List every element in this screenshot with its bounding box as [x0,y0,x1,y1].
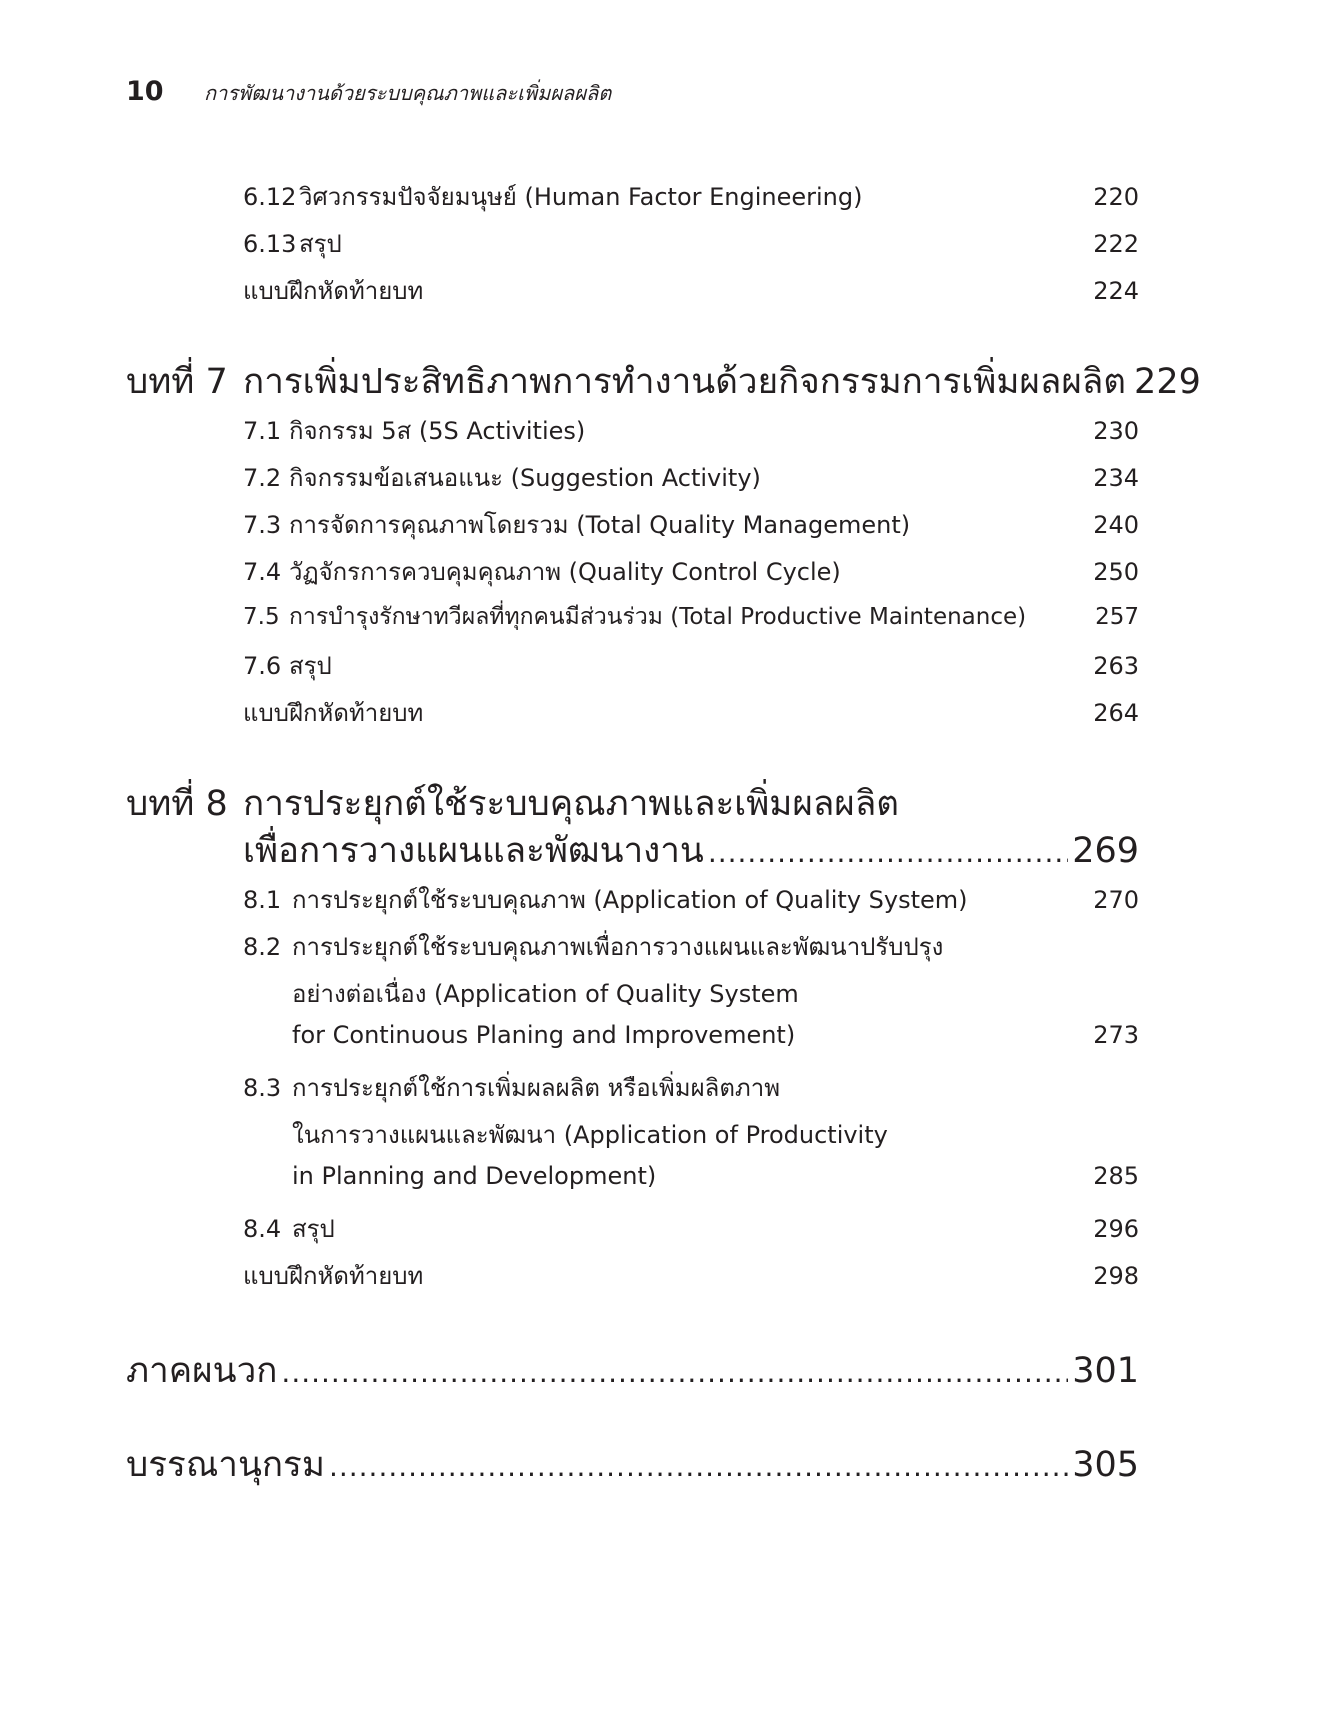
entry-title: แบบฝึกหัดท้ายบท [243,277,424,305]
entry-title-line1: การประยุกต์ใช้ระบบคุณภาพเพื่อการวางแผนและพัฒนาปรับปรุง [292,933,944,961]
toc-appendix[interactable] [126,1343,1139,1398]
entry-page: 270 [1093,886,1139,914]
chapter-title: การเพิ่มประสิทธิภาพการทำงานด้วยกิจกรรมการเพิ่มผลผลิต [243,362,1127,402]
toc-entry-exercises[interactable] [243,1256,1139,1295]
entry-number: 8.2 [243,933,282,961]
entry-title: การจัดการคุณภาพโดยรวม (Total Quality Management) [289,511,911,539]
chapter-heading-7[interactable] [126,354,1201,409]
toc-entry[interactable] [243,1068,1139,1107]
dot-leader [281,1351,1068,1391]
page-number: 10 [126,76,164,107]
entry-page: 222 [1093,230,1139,258]
toc-entry-continued [292,974,1139,1013]
entry-page: 263 [1093,652,1139,680]
entry-title: การบำรุงรักษาทวีผลที่ทุกคนมีส่วนร่วม (Total Productive Maintenance) [289,604,1027,630]
toc-entry[interactable] [243,458,1139,497]
entry-page: 298 [1093,1262,1139,1290]
entry-page: 264 [1093,699,1139,727]
entry-title-line1: การประยุกต์ใช้การเพิ่มผลผลิต หรือเพิ่มผลิตภาพ [292,1074,781,1102]
chapter-page: 229 [1134,362,1201,402]
appendix-page: 301 [1072,1351,1139,1391]
entry-title: วิศวกรรมปัจจัยมนุษย์ (Human Factor Engineering) [299,183,863,211]
entry-number: 7.6 [243,652,282,680]
dot-leader [329,1445,1068,1485]
entry-page: 224 [1093,277,1139,305]
entry-title-line2: อย่างต่อเนื่อง (Application of Quality System [292,980,799,1008]
running-header [126,76,611,116]
toc-entry[interactable] [243,505,1139,544]
entry-title-line3: for Continuous Planing and Improvement) [292,1021,796,1049]
entry-title: สรุป [299,230,342,258]
entry-number: 8.3 [243,1074,282,1102]
entry-title: สรุป [292,1215,335,1243]
toc-entry-exercises[interactable] [243,693,1139,732]
bibliography-title: บรรณานุกรม [126,1445,325,1485]
entry-title: วัฏจักรการควบคุมคุณภาพ (Quality Control Cycle) [289,558,841,586]
entry-title: กิจกรรมข้อเสนอแนะ (Suggestion Activity) [289,464,761,492]
entry-page: 240 [1093,511,1139,539]
entry-number: 8.4 [243,1215,282,1243]
toc-entry[interactable] [243,599,1139,635]
chapter-label: บทที่ 7 [126,362,228,402]
book-title: การพัฒนางานด้วยระบบคุณภาพและเพิ่มผลผลิต [204,81,612,105]
entry-number: 7.5 [243,604,280,630]
entry-number: 7.3 [243,511,282,539]
entry-number: 7.2 [243,464,282,492]
entry-title: กิจกรรม 5ส (5S Activities) [289,417,586,445]
toc-entry[interactable] [243,224,1139,263]
toc-entry-continued[interactable] [292,1162,1139,1190]
toc-entry[interactable] [243,177,1139,216]
entry-page: 250 [1093,558,1139,586]
entry-title: แบบฝึกหัดท้ายบท [243,1262,424,1290]
toc-entry[interactable] [243,927,1139,966]
entry-number: 8.1 [243,886,282,914]
dot-leader [708,831,1068,871]
toc-entry[interactable] [243,1209,1139,1248]
chapter-heading-8-continued[interactable] [243,823,1139,878]
toc-bibliography[interactable] [126,1437,1139,1492]
entry-title: แบบฝึกหัดท้ายบท [243,699,424,727]
toc-entry-continued[interactable] [292,1021,1139,1049]
entry-number: 6.13 [243,230,297,258]
entry-page: 257 [1095,604,1139,630]
entry-page: 296 [1093,1215,1139,1243]
toc-entry[interactable] [243,646,1139,685]
chapter-title-line2: เพื่อการวางแผนและพัฒนางาน [243,831,704,871]
bibliography-page: 305 [1072,1445,1139,1485]
toc-entry-exercises[interactable] [243,271,1139,310]
entry-number: 7.1 [243,417,282,445]
appendix-title: ภาคผนวก [126,1351,278,1391]
toc-entry[interactable] [243,411,1139,450]
toc-entry[interactable] [243,552,1139,591]
entry-title: การประยุกต์ใช้ระบบคุณภาพ (Application of Quality System) [292,886,968,914]
entry-page: 234 [1093,464,1139,492]
toc-entry[interactable] [243,880,1139,919]
entry-page: 285 [1093,1162,1139,1190]
chapter-page: 269 [1072,831,1139,871]
entry-number: 6.12 [243,183,297,211]
entry-page: 230 [1093,417,1139,445]
entry-number: 7.4 [243,558,282,586]
entry-page: 273 [1093,1021,1139,1049]
toc-entry-continued [292,1115,1139,1154]
entry-title-line2: ในการวางแผนและพัฒนา (Application of Productivity [292,1121,888,1149]
chapter-title-line1: การประยุกต์ใช้ระบบคุณภาพและเพิ่มผลผลิต [243,784,899,824]
entry-title: สรุป [289,652,332,680]
entry-title-line3: in Planning and Development) [292,1162,657,1190]
chapter-label: บทที่ 8 [126,784,228,824]
entry-page: 220 [1093,183,1139,211]
